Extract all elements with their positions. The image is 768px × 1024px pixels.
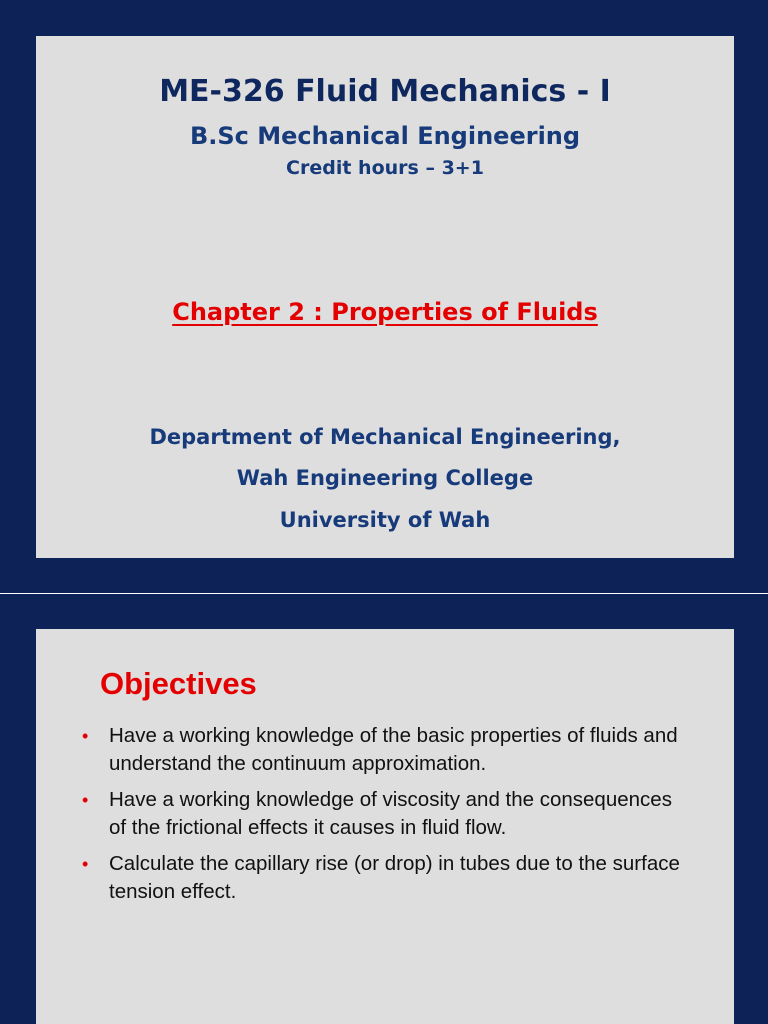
course-title: ME-326 Fluid Mechanics - I [159,74,611,109]
objectives-list [82,722,682,914]
bullet-text: Calculate the capillary rise (or drop) in tubes due to the surface tension effect. [109,852,680,903]
slide-divider [0,593,768,594]
bullet-text: Have a working knowledge of the basic properties of fluids and understand the continuum approximation. [109,724,678,775]
credit-hours: Credit hours – 3+1 [286,157,484,179]
objectives-slide [36,629,734,1024]
list-item [82,850,682,906]
university-name: University of Wah [279,508,491,532]
department-name: Department of Mechanical Engineering, [149,425,621,449]
list-item [82,722,682,778]
list-item [82,786,682,842]
objectives-heading: Objectives [100,666,257,701]
title-slide [36,36,734,558]
college-name: Wah Engineering College [236,466,534,490]
bullet-icon: • [82,854,89,874]
bullet-text: Have a working knowledge of viscosity and the consequences of the frictional effects it causes in fluid flow. [109,788,672,839]
chapter-title: Chapter 2 : Properties of Fluids [172,298,598,326]
bullet-icon: • [82,790,89,810]
bullet-icon: • [82,726,89,746]
program-name: B.Sc Mechanical Engineering [189,122,581,150]
